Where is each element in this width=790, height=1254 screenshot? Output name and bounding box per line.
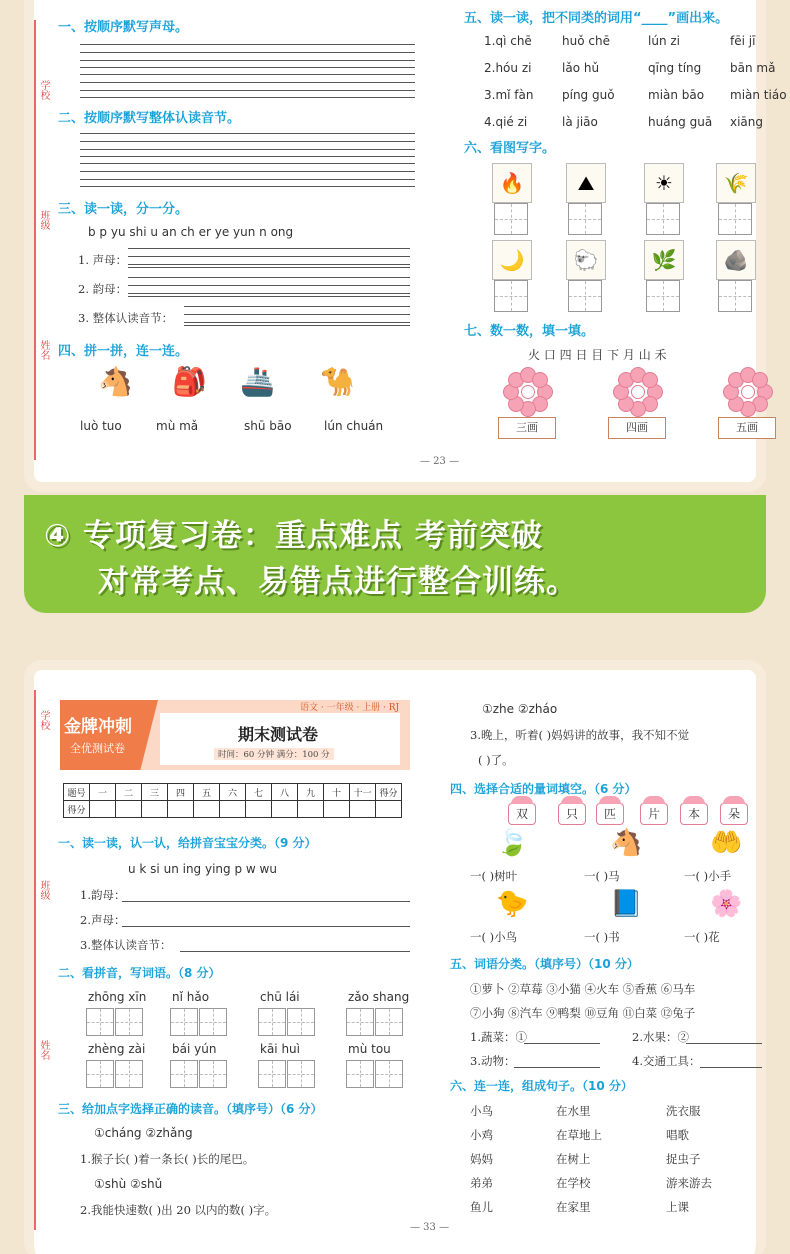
q3-sentence-2: 2.我能快速数( )出 20 以内的数( )字。 (80, 1203, 277, 1217)
picture-icon: 🪨 (716, 240, 756, 280)
fill-blank-phrase[interactable]: 一( )书 (584, 930, 620, 944)
s4-word: shū bāo (244, 419, 292, 433)
banner-line-2: 对常考点、易错点进行整合训练。 (98, 564, 578, 600)
pinyin-prompt: zhōng xīn (88, 990, 147, 1004)
fill-blank-phrase[interactable]: 一( )花 (684, 930, 720, 944)
answer-lines[interactable] (128, 277, 410, 297)
s4-title: 四、拼一拼，连一连。 (58, 344, 189, 359)
tian-grid[interactable] (258, 1008, 286, 1036)
q5-row-1: ①萝卜 ②草莓 ③小猫 ④火车 ⑤香蕉 ⑥马车 (470, 982, 696, 996)
s3-item-3: 3. 整体认读音节： (78, 311, 174, 325)
s4-word: mù mǎ (156, 419, 199, 433)
answer-blank[interactable] (700, 1067, 762, 1068)
score-cell[interactable] (350, 801, 376, 818)
answer-blank[interactable] (524, 1043, 600, 1044)
match-word[interactable]: 在水里 (556, 1104, 591, 1118)
q1-syllables: u k si un ing ying p w wu (128, 862, 277, 876)
score-header-cell: 四 (168, 784, 194, 801)
fill-blank-phrase[interactable]: 一( )马 (584, 869, 620, 883)
score-header-cell: 三 (142, 784, 168, 801)
q5-row-2: ⑦小狗 ⑧汽车 ⑨鸭梨 ⑩豆角 ⑪白菜 ⑫兔子 (470, 1006, 696, 1020)
flower-center (741, 385, 755, 399)
banner-line-1: ④ 专项复习卷：重点难点 考前突破 (44, 518, 543, 554)
pinyin-prompt: kāi huì (260, 1042, 300, 1056)
tian-grid[interactable] (375, 1060, 403, 1088)
score-cell[interactable] (168, 801, 194, 818)
answer-lines[interactable] (184, 306, 410, 326)
tian-grid[interactable] (494, 280, 528, 312)
measure-word-tag: 朵 (720, 803, 748, 825)
s5-word[interactable]: fēi jī (730, 34, 756, 48)
q3-options-3: ①zhe ②zháo (482, 702, 558, 716)
measure-word-tag: 片 (640, 803, 668, 825)
pinyin-prompt: zhèng zài (88, 1042, 146, 1056)
pinyin-prompt: mù tou (348, 1042, 391, 1056)
score-header-cell: 一 (90, 784, 116, 801)
writing-lines (80, 44, 415, 68)
s6-title: 六、看图写字。 (464, 141, 556, 156)
score-header-cell: 七 (246, 784, 272, 801)
score-header-cell: 九 (298, 784, 324, 801)
fill-blank-phrase[interactable]: 一( )小鸟 (470, 930, 518, 944)
s5-word[interactable]: là jiāo (562, 115, 598, 129)
tian-grid[interactable] (86, 1060, 114, 1088)
item-icon: 📘 (610, 889, 643, 919)
flower-center (521, 385, 535, 399)
binding-margin-bottom: 学校 班级 姓名 (34, 690, 52, 1230)
match-word[interactable]: 上课 (666, 1200, 689, 1214)
tian-grid[interactable] (287, 1008, 315, 1036)
s5-word[interactable]: miàn tiáo (730, 88, 787, 102)
match-word[interactable]: 弟弟 (470, 1176, 493, 1190)
s5-word[interactable]: 4.qié zi (484, 115, 528, 129)
item-icon: 🐤 (496, 889, 529, 919)
match-word[interactable]: 鱼儿 (470, 1200, 493, 1214)
picture-icon: ⛰ (566, 163, 606, 203)
q1-item-1: 1.韵母： (80, 888, 126, 902)
score-cell[interactable] (90, 801, 116, 818)
page-number: — 23 — (420, 456, 460, 467)
binding-margin-top: 学校 班级 姓名 (34, 20, 52, 460)
exam-title: 期末测试卷 (238, 725, 319, 744)
tian-grid[interactable] (646, 280, 680, 312)
q1-title: 一、读一读，认一认，给拼音宝宝分类。（9 分） (58, 836, 317, 850)
score-header-cell: 二 (116, 784, 142, 801)
measure-word-tag: 双 (508, 803, 536, 825)
measure-word-tag: 本 (680, 803, 708, 825)
tian-grid[interactable] (718, 280, 752, 312)
picture-icon: 🌙 (492, 240, 532, 280)
measure-word-tag: 只 (558, 803, 586, 825)
badge-line-2: 全优测试卷 (70, 742, 125, 755)
score-cell[interactable] (272, 801, 298, 818)
backpack-icon: 🎒 (172, 365, 207, 398)
tian-grid[interactable] (115, 1060, 143, 1088)
tian-grid[interactable] (346, 1060, 374, 1088)
tian-grid[interactable] (494, 203, 528, 235)
score-cell[interactable] (246, 801, 272, 818)
s3-item-1: 1. 声母： (78, 253, 128, 267)
score-table (63, 783, 402, 818)
score-header-cell: 八 (272, 784, 298, 801)
picture-icon: 🔥 (492, 163, 532, 203)
tian-grid[interactable] (568, 280, 602, 312)
s3-item-2: 2. 韵母： (78, 282, 128, 296)
q3-title: 三、给加点字选择正确的读音。（填序号）（6 分） (58, 1102, 323, 1116)
flower-petal (752, 372, 768, 388)
s5-word[interactable]: qīng tíng (648, 61, 702, 75)
tian-grid[interactable] (115, 1008, 143, 1036)
q2-title: 二、看拼音，写词语。（8 分） (58, 966, 221, 980)
writing-lines (80, 133, 415, 157)
rocking-horse-icon: 🐴 (98, 365, 133, 398)
match-word[interactable]: 唱歌 (666, 1128, 689, 1142)
q5-item-4: 4.交通工具： (632, 1054, 701, 1068)
q3-sentence-1: 1.猴子长( )着一条长( )长的尾巴。 (80, 1152, 255, 1166)
answer-lines[interactable] (128, 248, 410, 268)
measure-word-tag: 匹 (596, 803, 624, 825)
item-icon: 🤲 (710, 828, 743, 858)
q5-item-1: 1.蔬菜：① (470, 1030, 527, 1044)
match-word[interactable]: 妈妈 (470, 1152, 493, 1166)
q6-title: 六、连一连，组成句子。（10 分） (450, 1079, 633, 1093)
match-word[interactable]: 小鸟 (470, 1104, 493, 1118)
flower-pot: 四画 (608, 417, 666, 439)
tian-grid[interactable] (86, 1008, 114, 1036)
flower-petal (532, 372, 548, 388)
picture-icon: 🌾 (716, 163, 756, 203)
tian-grid[interactable] (646, 203, 680, 235)
tian-grid[interactable] (346, 1008, 374, 1036)
q3-sentence-3: 3.晚上，听着( )妈妈讲的故事，我不知不觉 (470, 728, 690, 742)
score-header-cell: 得分 (376, 784, 402, 801)
match-word[interactable]: 在学校 (556, 1176, 591, 1190)
score-header-cell: 题号 (64, 784, 90, 801)
q1-item-2: 2.声母： (80, 913, 126, 927)
tian-grid[interactable] (170, 1060, 198, 1088)
pinyin-prompt: chū lái (260, 990, 300, 1004)
score-cell[interactable] (194, 801, 220, 818)
camel-icon: 🐪 (320, 365, 355, 398)
answer-blank[interactable] (514, 1067, 600, 1068)
score-header-cell: 十 (324, 784, 350, 801)
exam-meta: 时间：60 分钟 满分：100 分 (214, 748, 334, 760)
writing-lines (80, 74, 415, 98)
score-cell[interactable] (324, 801, 350, 818)
s3-syllables: b p yu shi u an ch er ye yun n ong (88, 225, 294, 239)
score-row-label: 得分 (64, 801, 90, 818)
pinyin-prompt: nǐ hǎo (172, 990, 210, 1004)
ship-icon: 🚢 (240, 365, 275, 398)
picture-icon: 🐑 (566, 240, 606, 280)
s5-word[interactable]: píng guǒ (562, 88, 615, 102)
q5-title: 五、词语分类。（填序号）（10 分） (450, 957, 639, 971)
tian-grid[interactable] (568, 203, 602, 235)
q1-item-3: 3.整体认读音节： (80, 938, 172, 952)
page-number: — 33 — (410, 1222, 450, 1233)
item-icon: 🐴 (610, 828, 643, 858)
flower-center (631, 385, 645, 399)
s1-title: 一、按顺序默写声母。 (58, 20, 189, 35)
score-header-cell: 六 (220, 784, 246, 801)
fill-blank-phrase[interactable]: 一( )树叶 (470, 869, 518, 883)
tian-grid[interactable] (199, 1060, 227, 1088)
match-word[interactable]: 捉虫子 (666, 1152, 701, 1166)
answer-blank[interactable] (122, 901, 410, 902)
s5-word[interactable]: lǎo hǔ (562, 61, 600, 75)
answer-blank[interactable] (686, 1043, 762, 1044)
q5-item-2: 2.水果：② (632, 1030, 689, 1044)
score-cell[interactable] (116, 801, 142, 818)
q3-options-2: ①shù ②shǔ (94, 1177, 163, 1191)
s4-word: luò tuo (80, 419, 122, 433)
s5-word[interactable]: huǒ chē (562, 34, 610, 48)
pinyin-prompt: bái yún (172, 1042, 217, 1056)
s5-title: 五、读一读，把不同类的词用“____”画出来。 (464, 11, 729, 26)
q4-title: 四、选择合适的量词填空。（6 分） (450, 782, 637, 796)
item-icon: 🌸 (710, 889, 743, 919)
s4-word: lún chuán (324, 419, 384, 433)
match-word[interactable]: 小鸡 (470, 1128, 493, 1142)
flower-pot: 五画 (718, 417, 776, 439)
match-word[interactable]: 在家里 (556, 1200, 591, 1214)
tian-grid[interactable] (170, 1008, 198, 1036)
picture-icon: 🌿 (644, 240, 684, 280)
badge-line-1: 金牌冲刺 (64, 717, 132, 737)
writing-lines (80, 163, 415, 187)
tian-grid[interactable] (258, 1060, 286, 1088)
score-header-cell: 十一 (350, 784, 376, 801)
flower-petal (642, 372, 658, 388)
match-word[interactable]: 游来游去 (666, 1176, 712, 1190)
tian-grid[interactable] (718, 203, 752, 235)
s7-title: 七、数一数，填一填。 (464, 324, 595, 339)
match-word[interactable]: 在树上 (556, 1152, 591, 1166)
s2-title: 二、按顺序默写整体认读音节。 (58, 111, 241, 126)
s3-title: 三、读一读，分一分。 (58, 202, 189, 217)
picture-icon: ☀ (644, 163, 684, 203)
s5-word[interactable]: 1.qì chē (484, 34, 532, 48)
score-cell[interactable] (298, 801, 324, 818)
q3-options-1: ①cháng ②zhǎng (94, 1126, 193, 1140)
tian-grid[interactable] (375, 1008, 403, 1036)
score-cell[interactable] (376, 801, 402, 818)
flower-pot: 三画 (498, 417, 556, 439)
score-cell[interactable] (220, 801, 246, 818)
answer-blank[interactable] (122, 926, 410, 927)
s5-word[interactable]: miàn bāo (648, 88, 705, 102)
s5-word[interactable]: lún zi (648, 34, 680, 48)
s5-word[interactable]: 3.mǐ fàn (484, 88, 534, 102)
s5-word[interactable]: huáng guā (648, 115, 713, 129)
tian-grid[interactable] (199, 1008, 227, 1036)
tian-grid[interactable] (287, 1060, 315, 1088)
match-word[interactable]: 在草地上 (556, 1128, 602, 1142)
s5-word[interactable]: bān mǎ (730, 61, 776, 75)
s5-word[interactable]: xiāng (730, 115, 764, 129)
q5-item-3: 3.动物： (470, 1054, 516, 1068)
match-word[interactable]: 洗衣服 (666, 1104, 701, 1118)
subject-tag: 语文 · 一年级 · 上册 · RJ (300, 703, 400, 713)
pinyin-prompt: zǎo shang (348, 990, 410, 1004)
q3-sentence-3b: ( )了。 (478, 753, 514, 767)
s7-characters: 火 口 四 日 目 下 月 山 禾 (528, 348, 667, 362)
item-icon: 🍃 (496, 828, 529, 858)
score-cell[interactable] (142, 801, 168, 818)
answer-blank[interactable] (180, 951, 410, 952)
s5-word[interactable]: 2.hóu zi (484, 61, 532, 75)
fill-blank-phrase[interactable]: 一( )小手 (684, 869, 732, 883)
score-header-cell: 五 (194, 784, 220, 801)
